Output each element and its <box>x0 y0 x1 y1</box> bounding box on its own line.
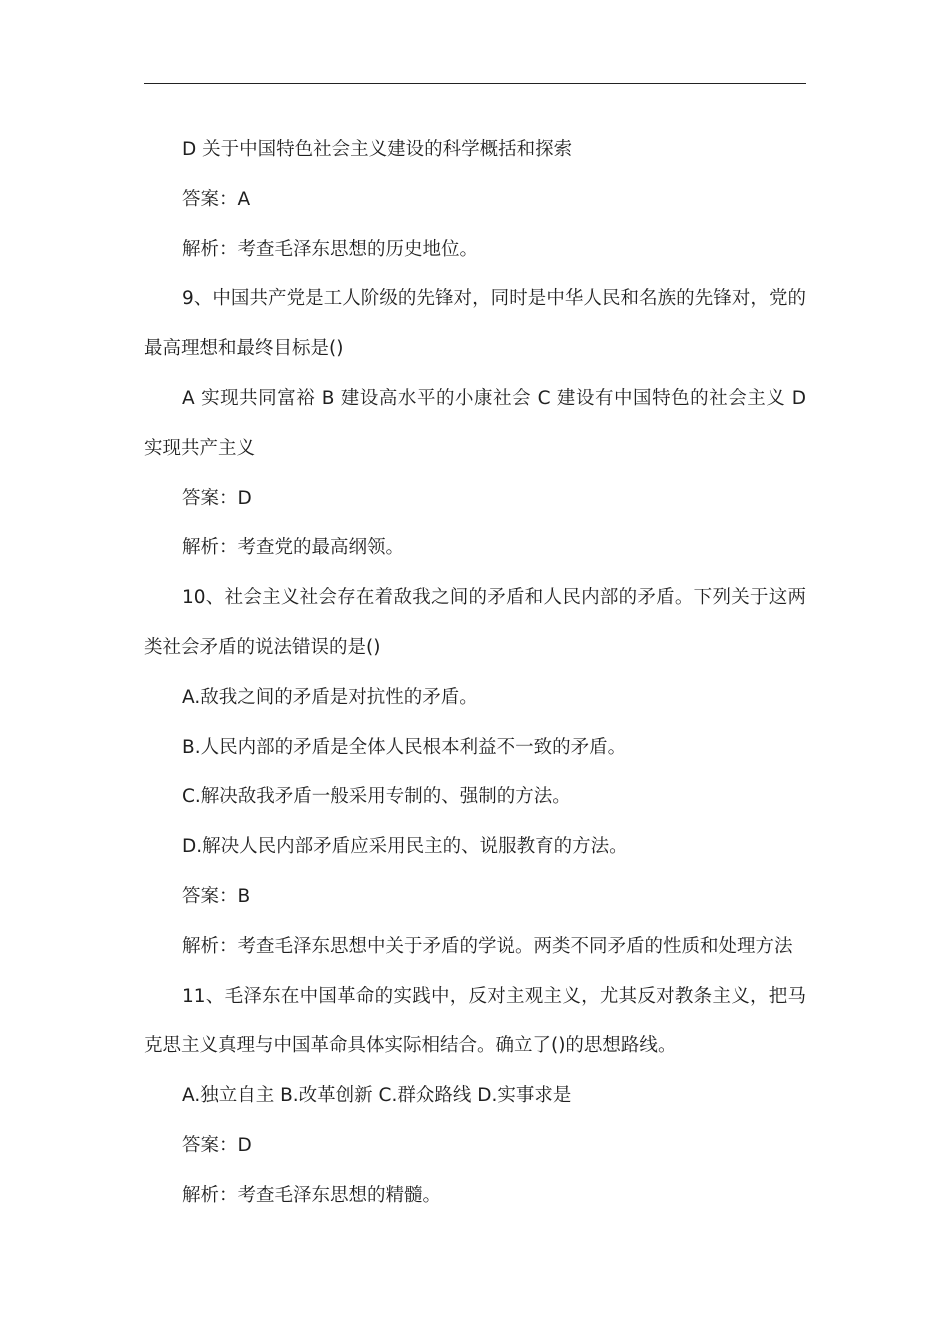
question-10-option-d: D.解决人民内部矛盾应采用民主的、说服教育的方法。 <box>182 836 628 858</box>
document-body <box>144 125 806 1221</box>
question-11-analysis: 解析：考查毛泽东思想的精髓。 <box>182 1184 442 1206</box>
header-rule <box>144 83 806 84</box>
question-10-option-a: A.敌我之间的矛盾是对抗性的矛盾。 <box>182 686 478 708</box>
question-9-answer: 答案：D <box>182 487 252 509</box>
question-11: 11、毛泽东在中国革命的实践中，反对主观主义，尤其反对教条主义，把马克思主义真理与中国革命具体实际相结合。确立了()的思想路线。 <box>144 985 806 1057</box>
question-10-option-b: B.人民内部的矛盾是全体人民根本利益不一致的矛盾。 <box>182 736 627 758</box>
question-10-analysis: 解析：考查毛泽东思想中关于矛盾的学说。两类不同矛盾的性质和处理方法 <box>182 935 793 957</box>
option-text: D 关于中国特色社会主义建设的科学概括和探索 <box>182 139 573 160</box>
analysis-text: 解析：考查毛泽东思想的历史地位。 <box>182 238 479 260</box>
question-9-options: A 实现共同富裕 B 建设高水平的小康社会 C 建设有中国特色的社会主义 D 实现共产主义 <box>144 387 806 459</box>
answer-text: 答案：A <box>182 188 251 210</box>
question-9-analysis: 解析：考查党的最高纲领。 <box>182 537 405 559</box>
question-10-option-c: C.解决敌我矛盾一般采用专制的、强制的方法。 <box>182 786 571 808</box>
question-10: 10、社会主义社会存在着敌我之间的矛盾和人民内部的矛盾。下列关于这两类社会矛盾的说法错误的是() <box>144 587 806 658</box>
question-11-answer: 答案：D <box>182 1134 252 1156</box>
question-10-answer: 答案：B <box>182 885 251 907</box>
question-11-options: A.独立自主 B.改革创新 C.群众路线 D.实事求是 <box>182 1085 572 1107</box>
question-9: 9、中国共产党是工人阶级的先锋对，同时是中华人民和名族的先锋对，党的最高理想和最终目标是() <box>144 288 806 360</box>
